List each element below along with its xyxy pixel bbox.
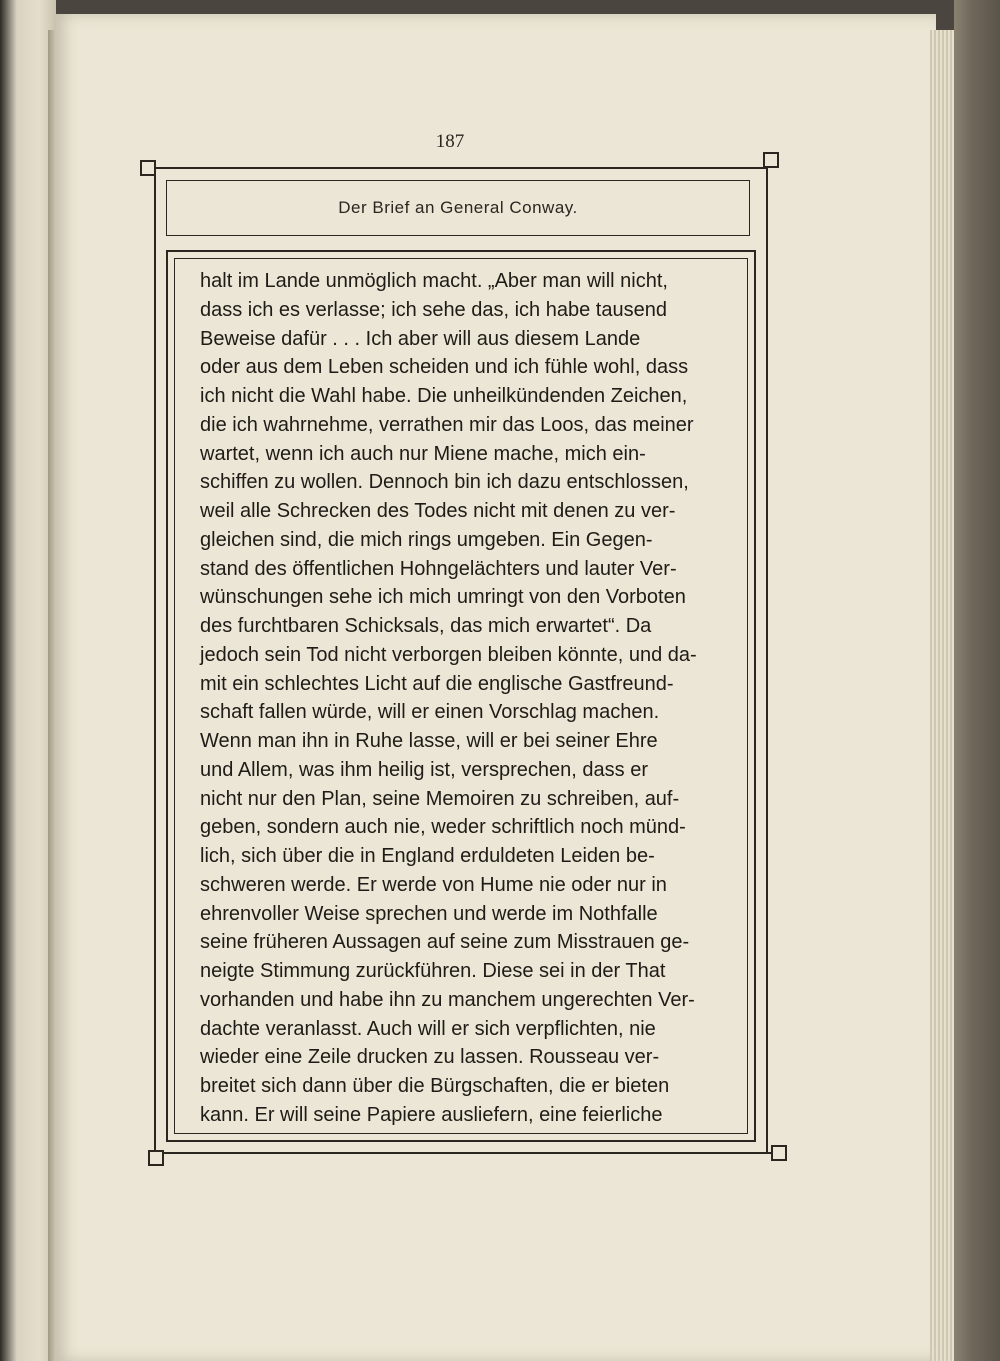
frame-right-rule	[766, 167, 768, 1152]
running-header: Der Brief an General Conway.	[338, 198, 578, 217]
book-cover-board	[954, 0, 1000, 1361]
frame-corner-bottom-right	[771, 1145, 787, 1161]
text-line: weil alle Schrecken des Todes nicht mit denen zu ver-	[200, 500, 676, 522]
text-line: Wenn man ihn in Ruhe lasse, will er bei seiner Ehre	[200, 730, 658, 752]
frame-corner-top-right	[763, 152, 779, 168]
text-line: dass ich es verlasse; ich sehe das, ich habe tausend	[200, 298, 667, 321]
text-line: wartet, wenn ich auch nur Miene mache, mich ein-	[200, 442, 646, 465]
text-line: schweren werde. Er werde von Hume nie oder nur in	[200, 873, 667, 896]
text-line: dachte veranlasst. Auch will er sich verpflichten, nie	[200, 1017, 656, 1040]
text-line: Beweise dafür . . . Ich aber will aus diesem Lande	[200, 327, 641, 350]
text-line: nicht nur den Plan, seine Memoiren zu schreiben, auf-	[200, 787, 680, 810]
frame-bottom-rule	[154, 1152, 780, 1154]
text-line: schaft fallen würde, will er einen Vorschlag machen.	[200, 701, 660, 724]
page-stack-edges	[930, 30, 954, 1361]
text-line: lich, sich über die in England erduldeten Leiden be-	[200, 845, 655, 867]
text-line: neigte Stimmung zurückführen. Diese sei in der That	[200, 960, 666, 982]
body-text	[200, 267, 725, 1130]
text-line: halt im Lande unmöglich macht. „Aber man will nicht,	[200, 270, 668, 292]
text-line: gleichen sind, die mich rings umgeben. Ein Gegen-	[200, 528, 653, 551]
text-line: wieder eine Zeile drucken zu lassen. Rousseau ver-	[200, 1046, 660, 1069]
text-line: geben, sondern auch nie, weder schriftlich noch münd-	[200, 816, 686, 839]
page-number: 187	[435, 131, 465, 152]
text-line: seine früheren Aussagen auf seine zum Misstrauen ge-	[200, 931, 690, 954]
text-line: und Allem, was ihm heilig ist, versprechen, dass er	[200, 758, 648, 781]
text-line: breitet sich dann über die Bürgschaften, die er bieten	[200, 1075, 670, 1097]
frame-corner-top-left	[140, 160, 156, 176]
text-line: die ich wahrnehme, verrathen mir das Loos, das meiner	[200, 413, 694, 436]
text-line: ich nicht die Wahl habe. Die unheilkündenden Zeichen,	[200, 385, 688, 407]
text-line: des furchtbaren Schicksals, das mich erwartet“. Da	[200, 615, 652, 637]
text-line: jedoch sein Tod nicht verborgen bleiben könnte, und da-	[200, 643, 697, 666]
text-line: schiffen zu wollen. Dennoch bin ich dazu entschlossen,	[200, 471, 689, 494]
frame-top-rule	[154, 167, 768, 169]
text-line: mit ein schlechtes Licht auf die englische Gastfreund-	[200, 672, 674, 695]
text-line: stand des öffentlichen Hohngelächters und lauter Ver-	[200, 557, 677, 580]
text-line: vorhanden und habe ihn zu manchem ungerechten Ver-	[200, 988, 695, 1011]
text-line: ehrenvoller Weise sprechen und werde im Nothfalle	[200, 902, 658, 925]
text-line: wünschungen sehe ich mich umringt von den Vorboten	[200, 586, 686, 609]
frame-corner-bottom-left	[148, 1150, 164, 1166]
text-line: oder aus dem Leben scheiden und ich fühle wohl, dass	[200, 356, 689, 379]
frame-left-rule	[154, 169, 156, 1154]
text-line: kann. Er will seine Papiere ausliefern, eine feierliche	[200, 1103, 663, 1126]
running-header-box	[166, 180, 750, 236]
